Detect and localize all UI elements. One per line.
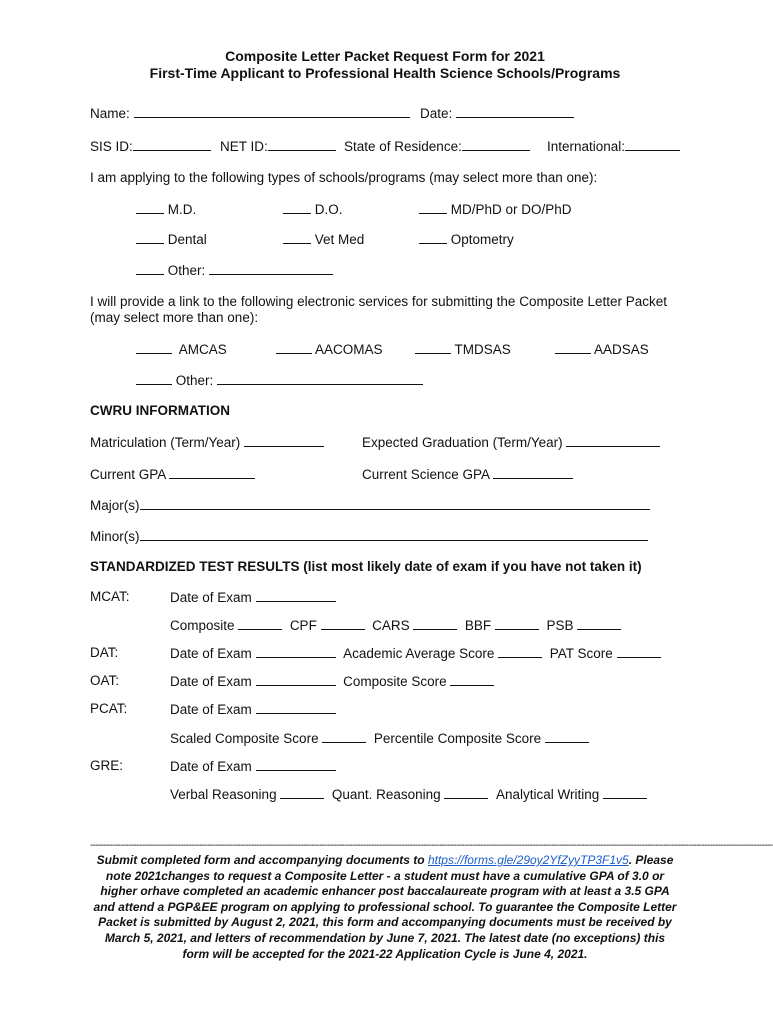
mdphd-label: MD/PhD or DO/PhD (450, 202, 572, 217)
mcat-bbf-label: BBF (464, 618, 492, 633)
school-option-vetmed (283, 231, 364, 248)
majors-field[interactable] (140, 497, 650, 510)
oat-composite-score-field[interactable] (450, 673, 494, 686)
gre-verbal-field[interactable] (280, 786, 324, 799)
mcat-composite-field[interactable] (238, 617, 282, 630)
dental-checkline[interactable] (136, 231, 164, 244)
gre-quant-field[interactable] (444, 786, 488, 799)
service-other-label: Other: (175, 373, 214, 388)
net-id-row (220, 138, 336, 155)
schools-prompt: I am applying to the following types of schools/programs (may select more than one): (90, 170, 598, 185)
pcat-percentile-composite-field[interactable] (545, 730, 589, 743)
dashed-separator: ---------------------------------------------------------------------------------------------------------------------------------------------------------------------------------------------------------------------------------------------------------- (90, 840, 773, 851)
dat-row (170, 645, 661, 662)
optometry-checkline[interactable] (419, 231, 447, 244)
mcat-composite-label: Composite (170, 618, 235, 633)
oat-date-label: Date of Exam (170, 674, 252, 689)
service-other-checkline[interactable] (136, 372, 172, 385)
submission-note-details: . Please note 2021changes to request a Composite Letter - a student must have a cumulative GPA of 3.0 or higher orhave completed an academic enhancer post baccalaureate program with at least a 3.5 GPA and attend a PGP&EE program on applying to professional school. To guarantee the Composite Letter Packet is submitted by August 2, 2021, this form and accompanying documents must be received by March 5, 2021, and letters of recommendation by June 7, 2021. The latest date (no exceptions) this form will be accepted for the 2021-22 Application Cycle is June 4, 2021. (93, 853, 677, 961)
expected-graduation-label: Expected Graduation (Term/Year) (362, 435, 563, 450)
do-label: D.O. (314, 202, 343, 217)
optometry-label: Optometry (450, 232, 514, 247)
minors-row (90, 528, 648, 545)
minors-label: Minor(s) (90, 529, 140, 544)
current-science-gpa-field[interactable] (493, 466, 573, 479)
md-checkline[interactable] (136, 201, 164, 214)
dat-pat-score-label: PAT Score (549, 646, 613, 661)
school-option-md (136, 201, 196, 218)
vetmed-checkline[interactable] (283, 231, 311, 244)
dental-label: Dental (167, 232, 207, 247)
aadsas-label: AADSAS (594, 342, 649, 357)
pcat-date-row (170, 701, 336, 718)
gre-scores-row (170, 786, 647, 803)
tests-heading: STANDARDIZED TEST RESULTS (list most likely date of exam if you have not taken it) (90, 559, 642, 574)
gre-date-label: Date of Exam (170, 759, 252, 774)
mcat-cars-field[interactable] (413, 617, 457, 630)
do-checkline[interactable] (283, 201, 311, 214)
mcat-psb-label: PSB (546, 618, 574, 633)
net-id-field[interactable] (268, 138, 336, 151)
matriculation-label: Matriculation (Term/Year) (90, 435, 241, 450)
form-title-line2: First-Time Applicant to Professional Health Science Schools/Programs (149, 65, 621, 81)
service-option-other (136, 372, 423, 389)
mcat-cpf-label: CPF (289, 618, 317, 633)
mcat-cars-label: CARS (372, 618, 410, 633)
school-option-mdphd (419, 201, 572, 218)
oat-date-field[interactable] (256, 673, 336, 686)
gre-quant-label: Quant. Reasoning (331, 787, 441, 802)
international-row (547, 138, 680, 155)
school-option-other (136, 262, 333, 279)
pcat-label: PCAT: (90, 701, 128, 716)
amcas-checkline[interactable] (136, 341, 172, 354)
gre-date-row (170, 758, 336, 775)
gre-label: GRE: (90, 758, 124, 773)
aacomas-label: AACOMAS (315, 342, 383, 357)
cwru-heading: CWRU INFORMATION (90, 403, 230, 418)
tmdsas-label: TMDSAS (454, 342, 511, 357)
school-other-label: Other: (167, 263, 206, 278)
pcat-scaled-composite-field[interactable] (322, 730, 366, 743)
state-row (344, 138, 530, 155)
service-option-aadsas (555, 341, 649, 358)
pcat-percentile-composite-label: Percentile Composite Score (373, 731, 542, 746)
service-option-aacomas (276, 341, 383, 358)
date-row (420, 105, 574, 122)
current-gpa-row (90, 466, 255, 483)
dat-date-label: Date of Exam (170, 646, 252, 661)
current-science-gpa-row (362, 466, 573, 483)
mcat-bbf-field[interactable] (495, 617, 539, 630)
majors-label: Major(s) (90, 498, 140, 513)
submission-note-intro: Submit completed form and accompanying documents to (96, 853, 428, 867)
date-field[interactable] (456, 105, 574, 118)
school-other-checkline[interactable] (136, 262, 164, 275)
form-title-line1: Composite Letter Packet Request Form for 2021 (225, 48, 545, 64)
service-other-field[interactable] (217, 372, 423, 385)
expected-graduation-field[interactable] (566, 434, 660, 447)
date-label: Date: (420, 106, 453, 121)
net-id-label: NET ID: (220, 139, 268, 154)
amcas-label: AMCAS (178, 342, 227, 357)
mdphd-checkline[interactable] (419, 201, 447, 214)
submission-note (90, 853, 680, 962)
pcat-scores-row (170, 730, 589, 747)
gre-verbal-label: Verbal Reasoning (170, 787, 277, 802)
gre-date-field[interactable] (256, 758, 336, 771)
dat-academic-average-field[interactable] (498, 645, 542, 658)
service-option-tmdsas (415, 341, 511, 358)
name-field[interactable] (134, 105, 410, 118)
pcat-date-label: Date of Exam (170, 702, 252, 717)
school-option-optometry (419, 231, 514, 248)
tmdsas-checkline[interactable] (415, 341, 451, 354)
mcat-cpf-field[interactable] (321, 617, 365, 630)
school-option-do (283, 201, 343, 218)
dat-pat-score-field[interactable] (617, 645, 661, 658)
dat-academic-average-label: Academic Average Score (343, 646, 495, 661)
services-prompt: I will provide a link to the following electronic services for submitting the Composite Letter Packet (may select more than one): (90, 294, 668, 325)
dat-date-field[interactable] (256, 645, 336, 658)
mcat-date-label: Date of Exam (170, 590, 252, 605)
current-science-gpa-label: Current Science GPA (362, 467, 490, 482)
pcat-date-field[interactable] (256, 701, 336, 714)
dat-label: DAT: (90, 645, 119, 660)
gre-analytical-field[interactable] (603, 786, 647, 799)
oat-label: OAT: (90, 673, 120, 688)
mcat-psb-field[interactable] (577, 617, 621, 630)
oat-composite-score-label: Composite Score (343, 674, 447, 689)
international-label: International: (547, 139, 626, 154)
mcat-scores-row (170, 617, 621, 634)
name-label: Name: (90, 106, 130, 121)
submission-form-link[interactable]: https://forms.gle/29oy2YfZyyTP3F1v5 (427, 853, 629, 867)
mcat-date-field[interactable] (256, 589, 336, 602)
pcat-scaled-composite-label: Scaled Composite Score (170, 731, 319, 746)
sis-id-field[interactable] (133, 138, 211, 151)
name-row (90, 105, 410, 122)
vetmed-label: Vet Med (314, 232, 365, 247)
international-field[interactable] (625, 138, 680, 151)
oat-row (170, 673, 494, 690)
md-label: M.D. (167, 202, 197, 217)
state-label: State of Residence: (344, 139, 462, 154)
state-field[interactable] (462, 138, 530, 151)
gre-analytical-label: Analytical Writing (495, 787, 600, 802)
service-option-amcas (136, 341, 227, 358)
majors-row (90, 497, 650, 514)
sis-id-row (90, 138, 211, 155)
matriculation-field[interactable] (244, 434, 324, 447)
school-other-field[interactable] (209, 262, 333, 275)
minors-field[interactable] (140, 528, 648, 541)
current-gpa-label: Current GPA (90, 467, 166, 482)
aacomas-checkline[interactable] (276, 341, 312, 354)
current-gpa-field[interactable] (169, 466, 255, 479)
school-option-dental (136, 231, 207, 248)
mcat-label: MCAT: (90, 589, 130, 604)
sis-id-label: SIS ID: (90, 139, 133, 154)
aadsas-checkline[interactable] (555, 341, 591, 354)
matriculation-row (90, 434, 324, 451)
mcat-date-row (170, 589, 336, 606)
expected-graduation-row (362, 434, 660, 451)
